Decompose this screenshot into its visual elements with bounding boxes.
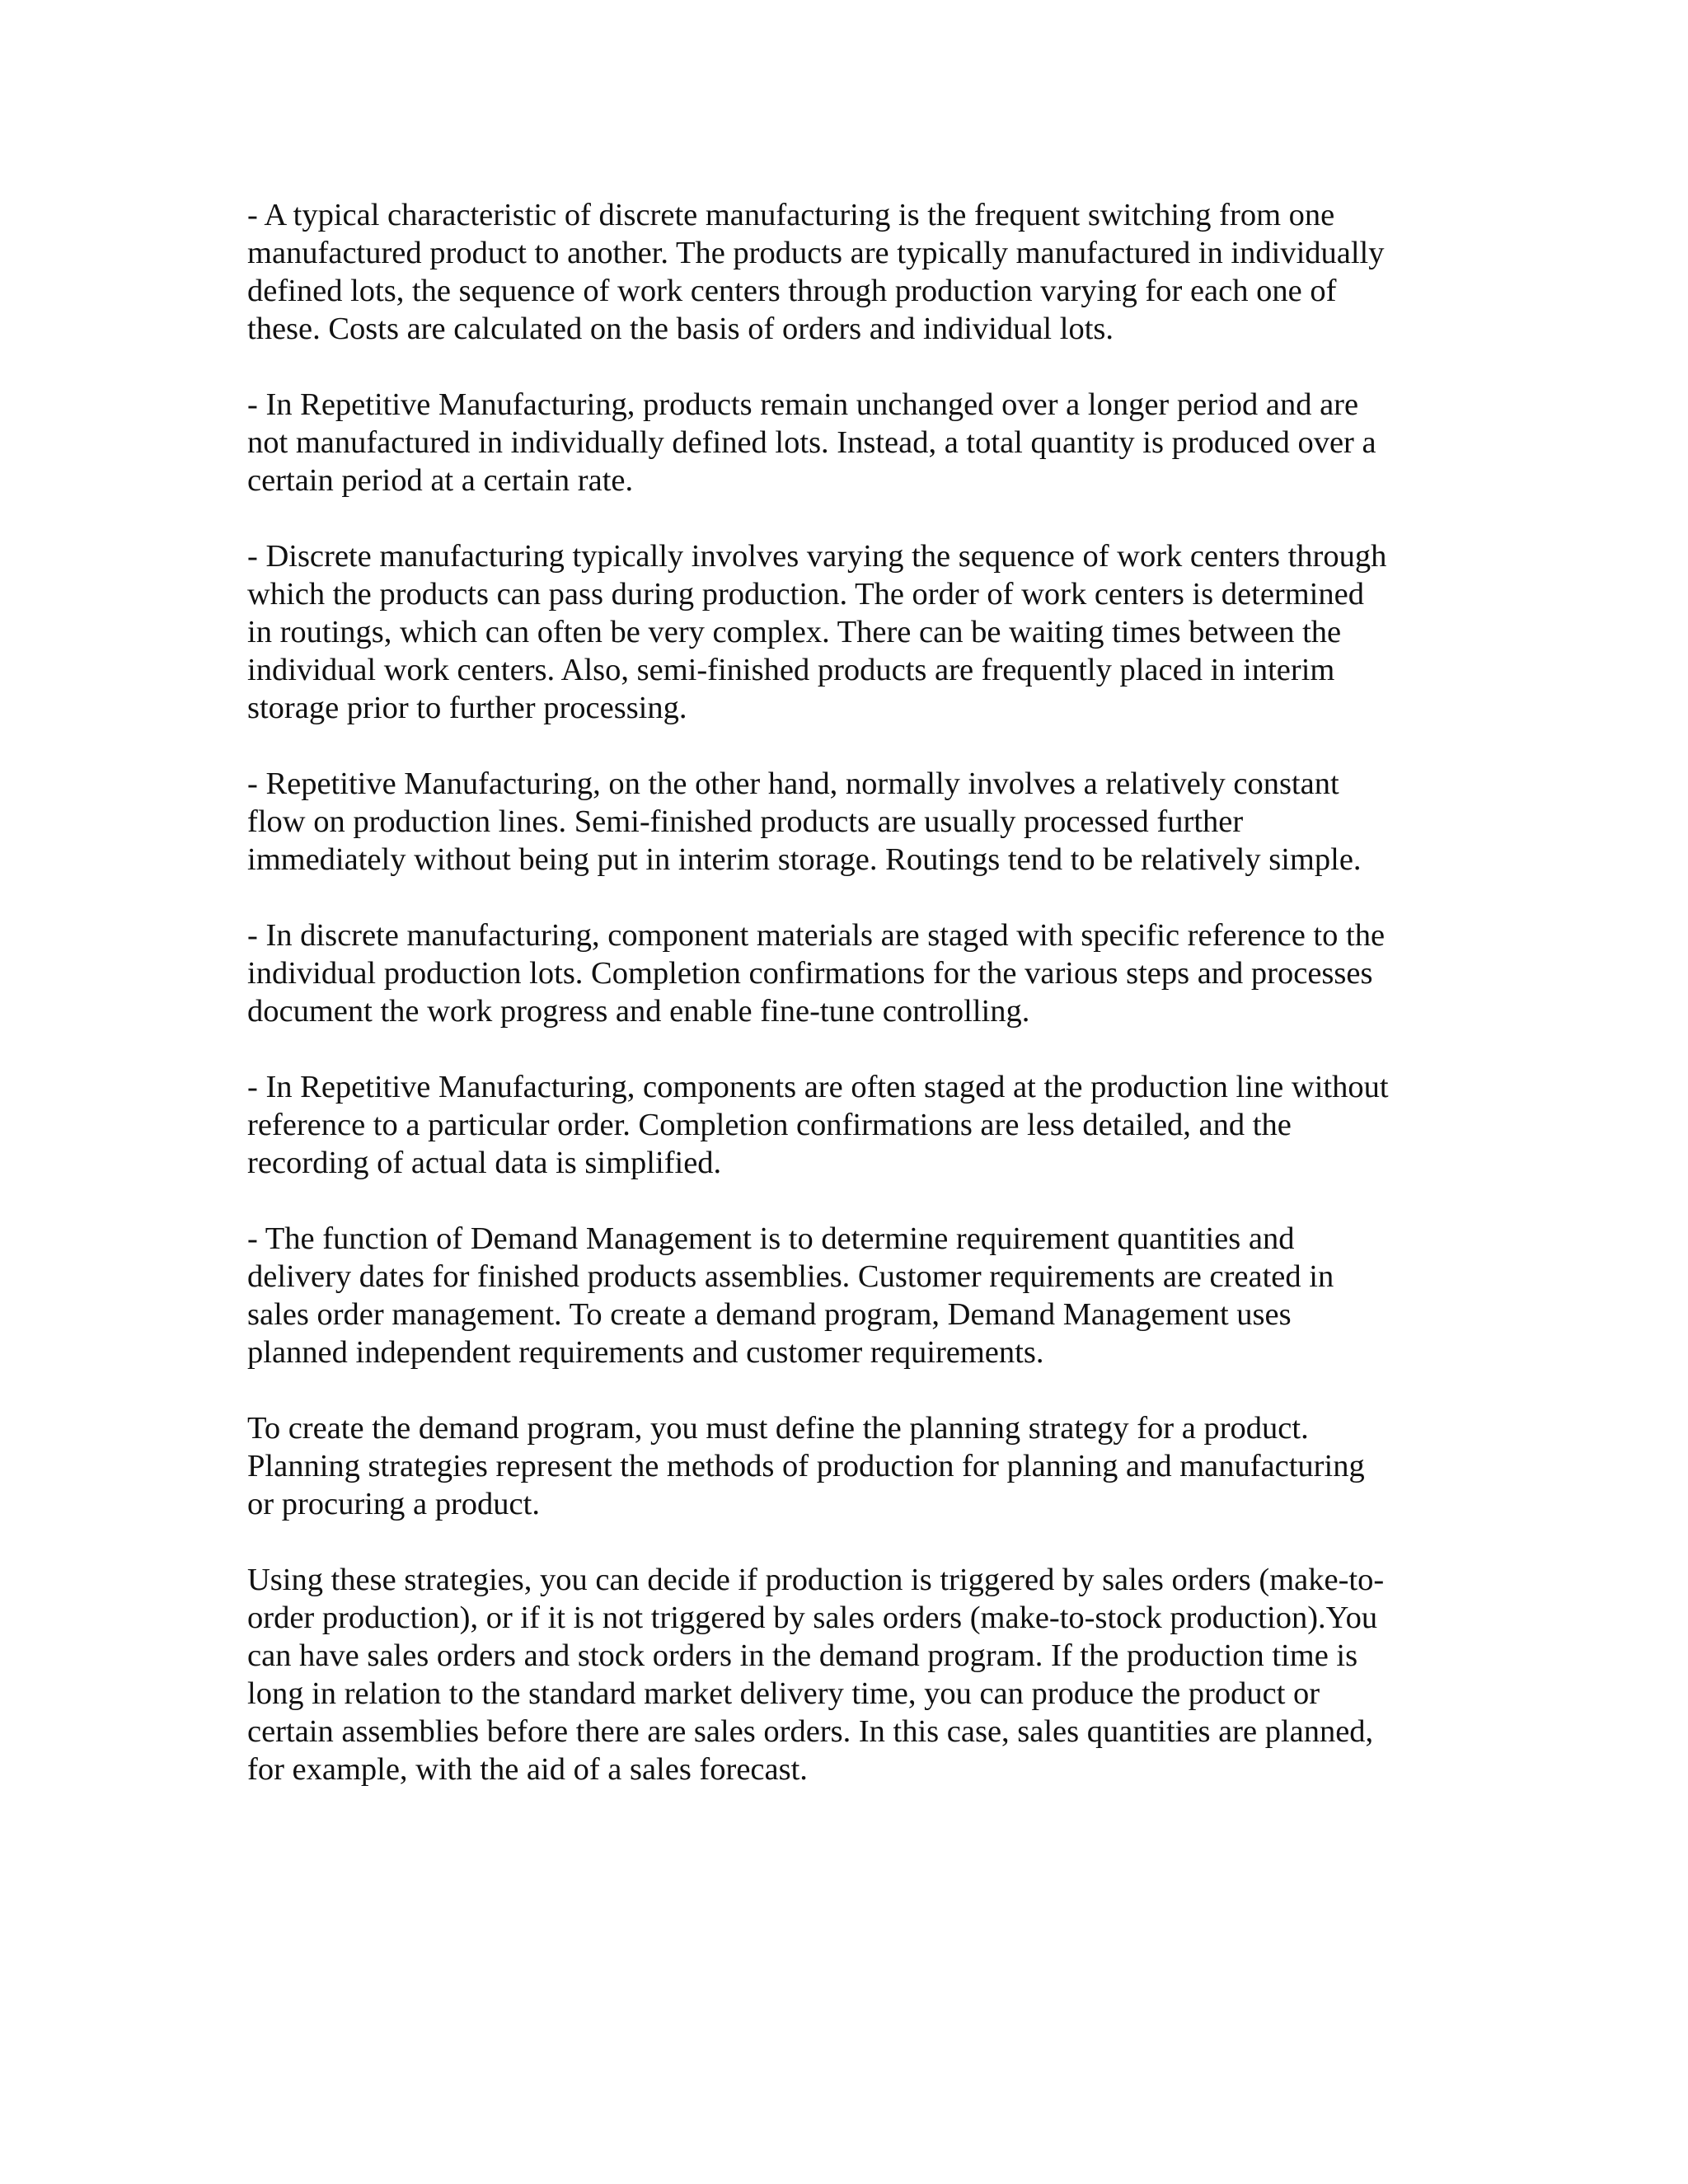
text-line: recording of actual data is simplified.	[247, 1146, 722, 1180]
text-line: delivery dates for finished products assemblies. Customer requirements are created in	[247, 1259, 1334, 1294]
text-line: manufactured product to another. The products are typically manufactured in individually	[247, 236, 1385, 270]
text-line: Using these strategies, you can decide if production is triggered by sales orders (make-to-	[247, 1563, 1385, 1597]
text-line: planned independent requirements and customer requirements.	[247, 1335, 1044, 1370]
paragraph-discrete-work-centers	[247, 537, 1442, 727]
document-body	[247, 196, 1442, 1826]
text-line: certain assemblies before there are sales orders. In this case, sales quantities are planned,	[247, 1714, 1374, 1749]
text-line: these. Costs are calculated on the basis of orders and individual lots.	[247, 312, 1114, 346]
text-line: or procuring a product.	[247, 1487, 540, 1521]
paragraph-planning-strategy	[247, 1409, 1442, 1523]
text-line: which the products can pass during production. The order of work centers is determined	[247, 577, 1364, 612]
text-line: in routings, which can often be very complex. There can be waiting times between the	[247, 615, 1342, 649]
text-line: reference to a particular order. Completion confirmations are less detailed, and the	[247, 1108, 1292, 1142]
text-line: individual production lots. Completion confirmations for the various steps and processes	[247, 956, 1373, 991]
paragraph-repetitive-components	[247, 1068, 1442, 1182]
text-line: Planning strategies represent the methods of production for planning and manufacturing	[247, 1449, 1365, 1483]
text-line: flow on production lines. Semi-finished products are usually processed further	[247, 804, 1244, 839]
paragraph-discrete-characteristics	[247, 196, 1442, 348]
text-line: - Discrete manufacturing typically involves varying the sequence of work centers through	[247, 539, 1387, 574]
paragraph-repetitive-flow	[247, 765, 1442, 879]
text-line: - In discrete manufacturing, component materials are staged with specific reference to the	[247, 918, 1386, 953]
text-line: To create the demand program, you must define the planning strategy for a product.	[247, 1411, 1309, 1446]
text-line: immediately without being put in interim storage. Routings tend to be relatively simple.	[247, 842, 1362, 877]
text-line: document the work progress and enable fine-tune controlling.	[247, 994, 1030, 1029]
text-line: - In Repetitive Manufacturing, products remain unchanged over a longer period and are	[247, 387, 1359, 422]
text-line: long in relation to the standard market delivery time, you can produce the product or	[247, 1676, 1320, 1711]
paragraph-discrete-components	[247, 916, 1442, 1030]
paragraph-repetitive-products	[247, 386, 1442, 499]
text-line: certain period at a certain rate.	[247, 463, 634, 498]
text-line: can have sales orders and stock orders in the demand program. If the production time is	[247, 1638, 1358, 1673]
text-line: for example, with the aid of a sales forecast.	[247, 1752, 808, 1787]
text-line: - Repetitive Manufacturing, on the other hand, normally involves a relatively constant	[247, 766, 1339, 801]
paragraph-strategies-usage	[247, 1561, 1442, 1788]
text-line: sales order management. To create a demand program, Demand Management uses	[247, 1297, 1292, 1332]
text-line: defined lots, the sequence of work centers through production varying for each one of	[247, 274, 1337, 308]
paragraph-demand-management	[247, 1220, 1442, 1371]
text-line: order production), or if it is not triggered by sales orders (make-to-stock production).You	[247, 1601, 1378, 1635]
text-line: - In Repetitive Manufacturing, components are often staged at the production line without	[247, 1070, 1389, 1104]
text-line: - A typical characteristic of discrete manufacturing is the frequent switching from one	[247, 198, 1335, 232]
text-line: individual work centers. Also, semi-finished products are frequently placed in interim	[247, 653, 1335, 687]
text-line: storage prior to further processing.	[247, 691, 687, 725]
text-line: not manufactured in individually defined lots. Instead, a total quantity is produced over a	[247, 425, 1376, 460]
text-line: - The function of Demand Management is to determine requirement quantities and	[247, 1221, 1295, 1256]
